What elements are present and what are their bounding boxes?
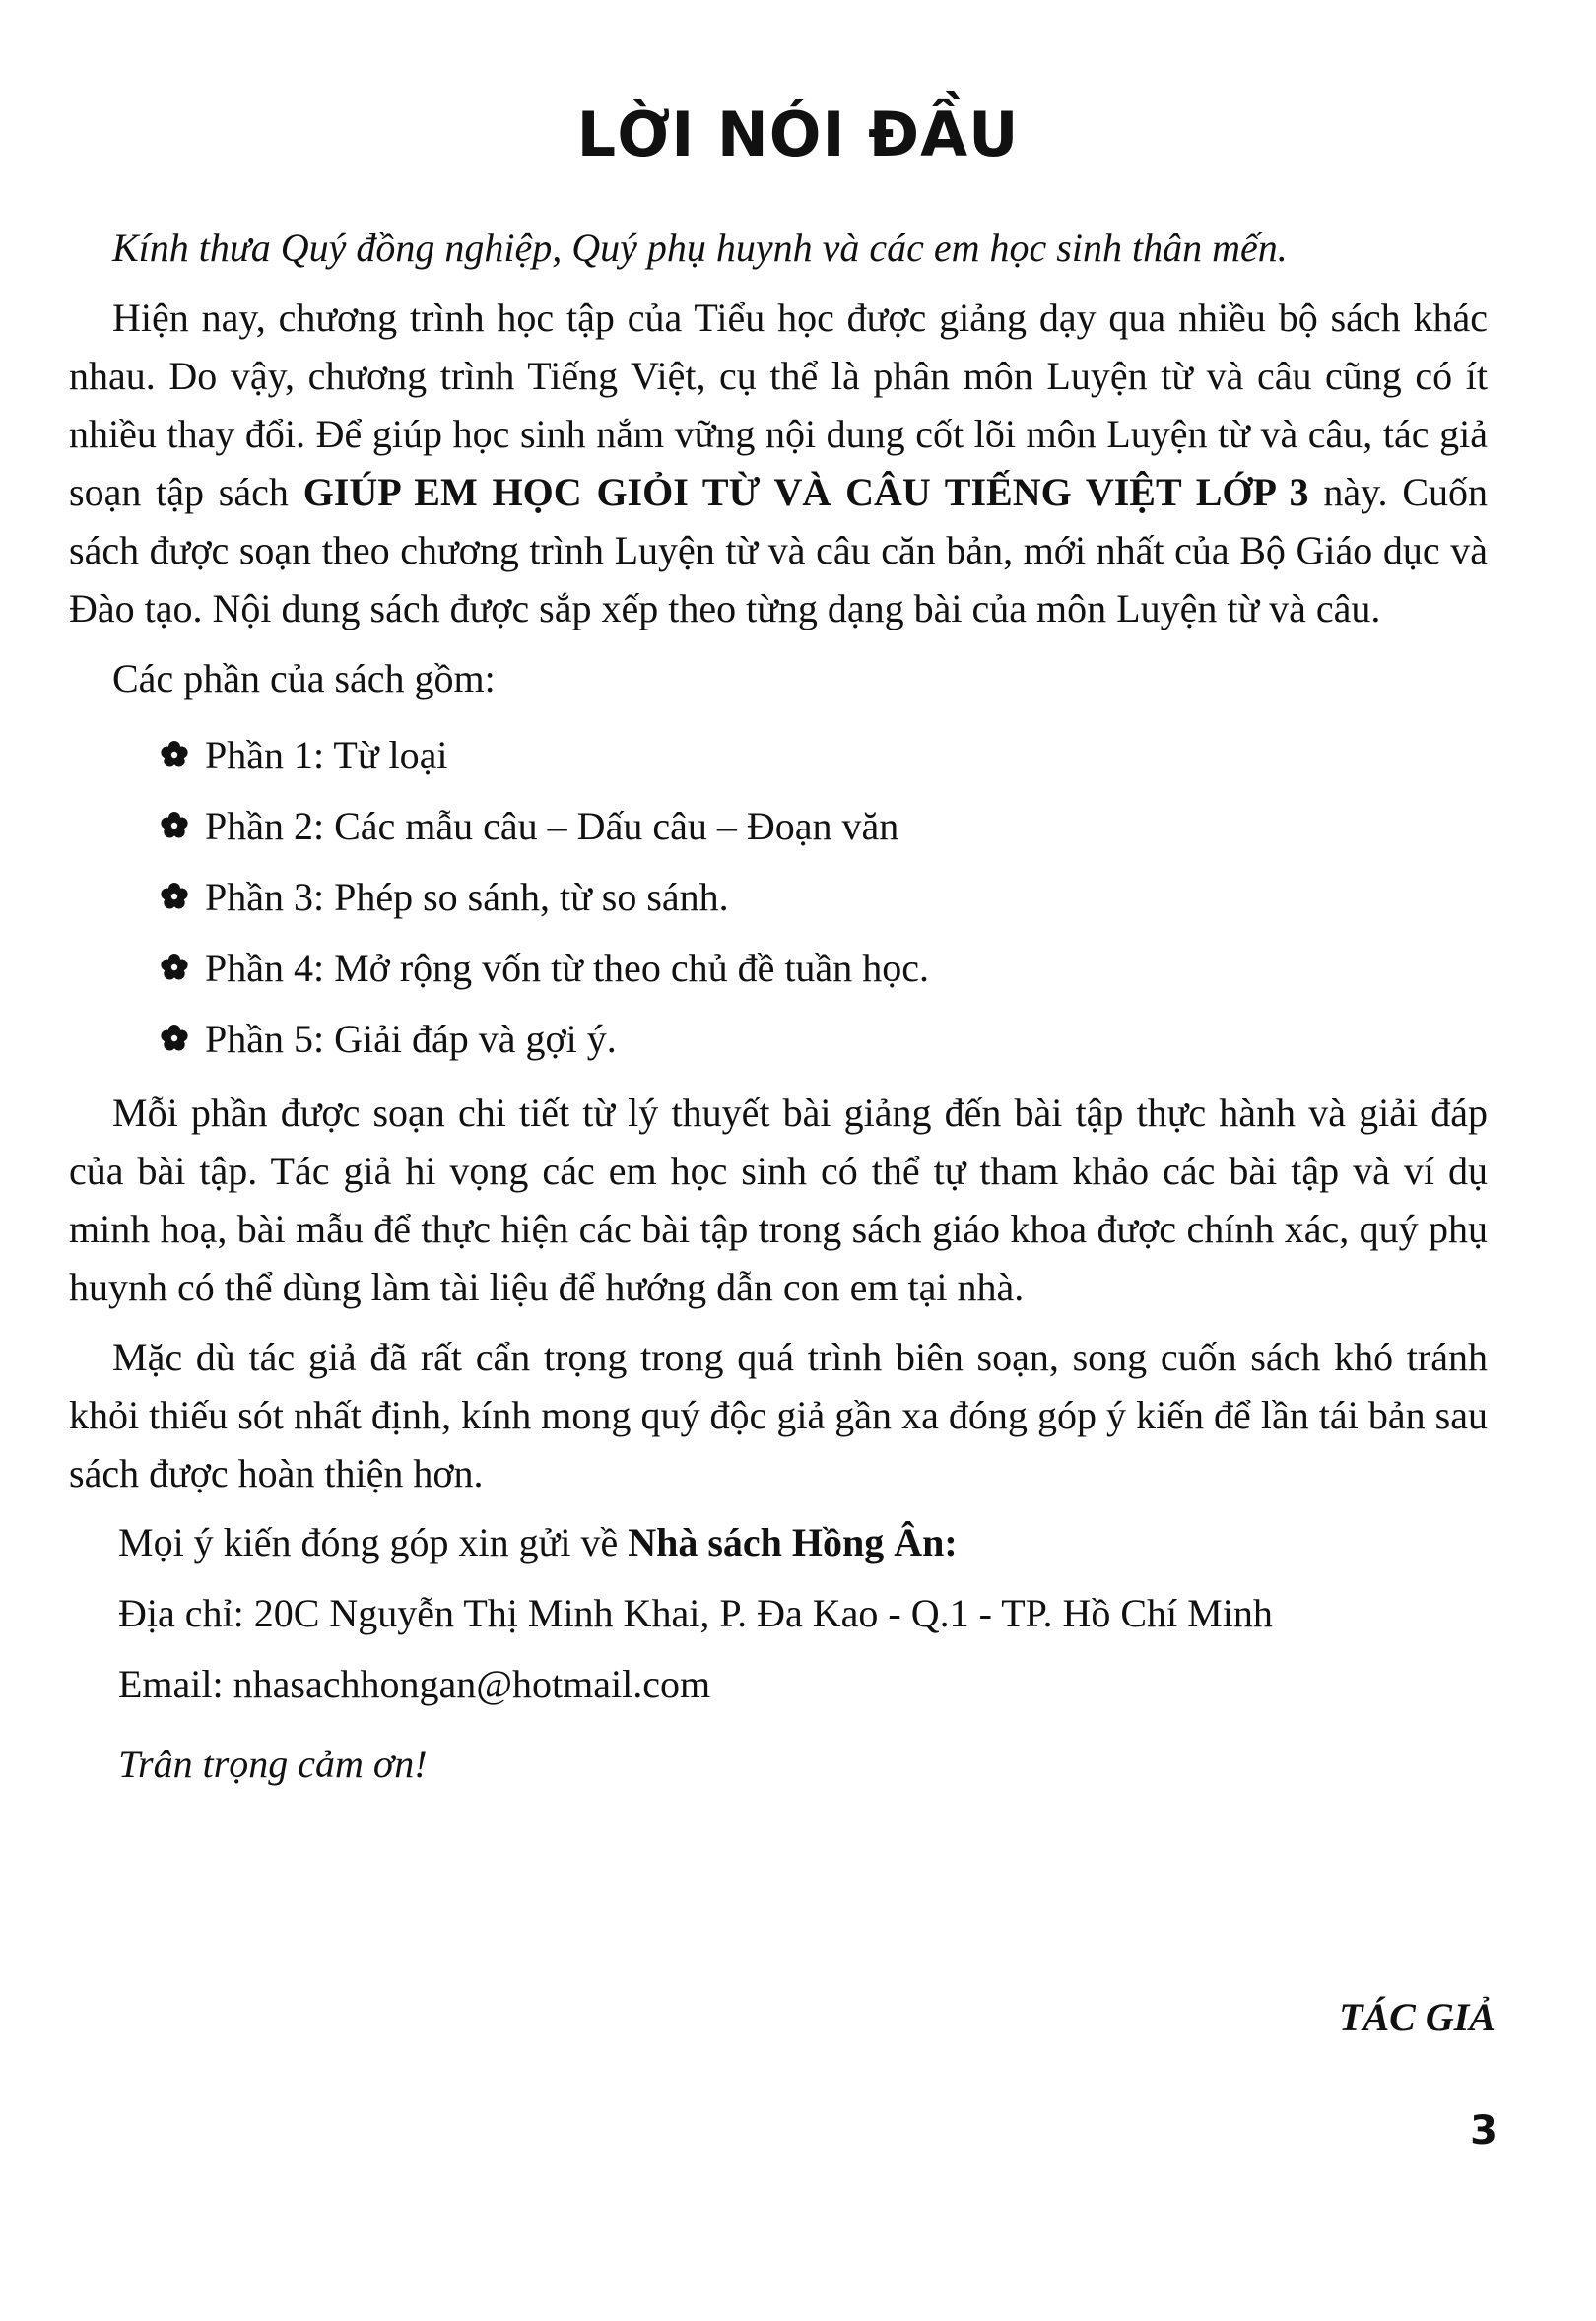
list-item	[160, 861, 1488, 932]
intro-paragraph	[69, 289, 1488, 637]
contact-block	[69, 1514, 1488, 1713]
closing-line: Trân trọng cảm ơn!	[118, 1742, 428, 1786]
parts-intro: Các phần của sách gồm:	[112, 656, 496, 700]
publisher-name: Nhà sách Hồng Ân:	[628, 1520, 958, 1564]
list-item	[160, 790, 1488, 861]
list-item	[160, 1003, 1488, 1074]
details-paragraph: Mỗi phần được soạn chi tiết từ lý thuyết bài giảng đến bài tập thực hành và giải đáp của bài tập. Tác giả hi vọng các em học sinh có thể tự tham khảo các bài tập và ví dụ minh hoạ, bài mẫu để thực hiện các bài tập trong sách giáo khoa được chính xác, quý phụ huynh có thể dùng làm tài liệu để hướng dẫn con em tại nhà.	[69, 1091, 1488, 1309]
parts-list	[69, 719, 1488, 1074]
list-item	[160, 932, 1488, 1003]
part-label: Phần 4: Mở rộng vốn từ theo chủ đề tuần học.	[205, 945, 929, 990]
page-number: 3	[1470, 2108, 1497, 2154]
preface-body	[69, 219, 1488, 1793]
contact-intro: Mọi ý kiến đóng góp xin gửi về	[118, 1520, 629, 1564]
contact-email: Email: nhasachhongan@hotmail.com	[118, 1662, 711, 1706]
flower-bullet-icon	[160, 1024, 189, 1053]
author-signature: TÁC GIẢ	[1339, 1995, 1496, 2039]
page-title: LỜI NÓI ĐẦU	[576, 99, 1020, 170]
contact-address: Địa chỉ: 20C Nguyễn Thị Minh Khai, P. Đa Kao - Q.1 - TP. Hồ Chí Minh	[118, 1591, 1273, 1635]
flower-bullet-icon	[160, 740, 189, 769]
apology-paragraph: Mặc dù tác giả đã rất cẩn trọng trong quá trình biên soạn, song cuốn sách khó tránh khỏi thiếu sót nhất định, kính mong quý độc giả gần xa đóng góp ý kiến để lần tái bản sau sách được hoàn thiện hơn.	[69, 1335, 1488, 1495]
greeting-line: Kính thưa Quý đồng nghiệp, Quý phụ huynh và các em học sinh thân mến.	[112, 226, 1288, 270]
flower-bullet-icon	[160, 811, 189, 840]
flower-bullet-icon	[160, 953, 189, 982]
part-label: Phần 5: Giải đáp và gợi ý.	[205, 1016, 617, 1061]
list-item	[160, 719, 1488, 790]
contact-intro-line	[118, 1514, 1488, 1571]
part-label: Phần 2: Các mẫu câu – Dấu câu – Đoạn văn	[205, 803, 899, 848]
part-label: Phần 1: Từ loại	[205, 732, 448, 777]
intro-text-after: này. Cuốn sách được soạn theo chương trình Luyện từ và câu căn bản, mới nhất của Bộ Giáo dục và Đào tạo. Nội dung sách được sắp xếp theo từng dạng bài của môn Luyện từ và câu.	[69, 470, 1488, 630]
flower-bullet-icon	[160, 882, 189, 911]
intro-text-before: Hiện nay, chương trình học tập của Tiểu học được giảng dạy qua nhiều bộ sách khác nhau. Do vậy, chương trình Tiếng Việt, cụ thể là phân môn Luyện từ và câu cũng có ít nhiều thay đổi. Để giúp học sinh nắm vững nội dung cốt lõi môn Luyện từ và câu, tác giả soạn tập sách	[69, 296, 1488, 514]
part-label: Phần 3: Phép so sánh, từ so sánh.	[205, 874, 729, 919]
book-title: GIÚP EM HỌC GIỎI TỪ VÀ CÂU TIẾNG VIỆT LỚP 3	[302, 470, 1309, 514]
